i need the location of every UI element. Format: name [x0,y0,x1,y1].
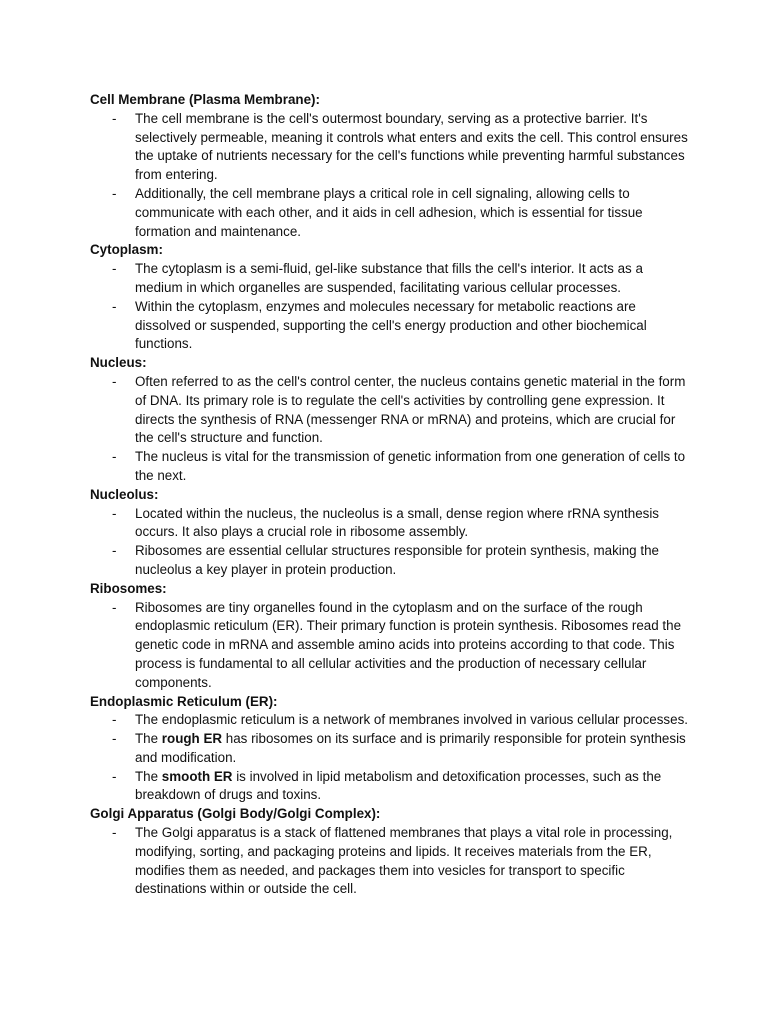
bullet-list [90,599,690,693]
bullet-text: The [135,731,162,747]
section-heading-cell-membrane-plasma-membrane: Cell Membrane (Plasma Membrane): [90,92,320,107]
list-item [90,448,690,486]
bullet-text: The [135,768,162,784]
bullet-text: Ribosomes are essential cellular structures responsible for protein synthesis, making the nucleolus a key player in protein production. [135,543,659,577]
section-heading-endoplasmic-reticulum-er: Endoplasmic Reticulum (ER): [90,693,278,709]
section-heading-ribosomes: Ribosomes: [90,580,167,596]
bullet-text: has ribosomes on its surface and is primarily responsible for protein synthesis and modification. [135,731,686,765]
bullet-dash: - [112,261,117,277]
list-item [90,599,690,693]
bullet-list [90,110,690,242]
bullet-dash: - [112,373,117,389]
bullet-dash: - [112,505,117,521]
bullet-text: Ribosomes are tiny organelles found in the cytoplasm and on the surface of the rough endoplasmic reticulum (ER). Their primary function is protein synthesis. Ribosomes read the genetic code in mRNA and assemble amino acids into proteins according to that code. This process is fundamental to all cellular activities and the production of necessary cellular components. [135,599,682,690]
list-item [90,711,690,730]
list-item [90,542,690,580]
bold-term: smooth ER [161,768,233,784]
bullet-dash: - [112,449,117,465]
bullet-text: Additionally, the cell membrane plays a critical role in cell signaling, allowing cells to communicate with each other, and it aids in cell adhesion, which is essential for tissue formation and maintenance. [135,185,643,239]
bullet-list [90,373,690,486]
bullet-dash: - [112,731,117,747]
bullet-dash: - [112,543,117,559]
bullet-text: is involved in lipid metabolism and detoxification processes, such as the breakdown of drugs and toxins. [135,768,662,803]
bold-term: rough ER [161,731,223,747]
bullet-dash: - [112,599,117,615]
bullet-list [90,711,690,805]
section-heading-golgi-apparatus-golgi-body-golgi-complex: Golgi Apparatus (Golgi Body/Golgi Complex): [90,806,381,822]
bullet-dash: - [112,768,117,784]
document-body [90,91,690,899]
section-heading-cytoplasm: Cytoplasm: [90,242,163,258]
bullet-dash: - [112,825,117,841]
list-item [90,373,690,448]
bullet-list [90,824,690,899]
list-item [90,505,690,543]
bullet-text: Within the cytoplasm, enzymes and molecules necessary for metabolic reactions are dissolved or suspended, supporting the cell's energy production and other biochemical functions. [135,298,647,352]
list-item [90,260,690,298]
bullet-list [90,505,690,580]
bullet-text: The endoplasmic reticulum is a network of membranes involved in various cellular processes. [135,712,688,728]
bullet-list [90,260,690,354]
bullet-text: The nucleus is vital for the transmission of genetic information from one generation of cells to the next. [135,449,686,483]
bullet-text: The cell membrane is the cell's outermost boundary, serving as a protective barrier. It's selectively permeable, meaning it controls what enters and exits the cell. This control ensures the uptake of nutrients necessary for the cell's functions while preventing harmful substances from entering. [135,110,688,183]
list-item [90,110,690,185]
bullet-dash: - [112,185,117,201]
list-item [90,298,690,354]
bullet-text: Located within the nucleus, the nucleolus is a small, dense region where rRNA synthesis occurs. It also plays a crucial role in ribosome assembly. [135,505,660,540]
bullet-dash: - [112,110,117,126]
bullet-text: The cytoplasm is a semi-fluid, gel-like substance that fills the cell's interior. It acts as a medium in which organelles are suspended, facilitating various cellular processes. [135,261,643,295]
bullet-dash: - [112,712,117,728]
bullet-dash: - [112,298,117,314]
bullet-text: The Golgi apparatus is a stack of flattened membranes that plays a vital role in processing, modifying, sorting, and packaging proteins and lipids. It receives materials from the ER, modifies them as needed, and packages them into vesicles for transport to specific destinations within or outside the cell. [135,825,673,897]
section-heading-nucleus: Nucleus: [90,355,147,371]
list-item [90,768,690,806]
section-heading-nucleolus: Nucleolus: [90,486,159,502]
list-item [90,824,690,899]
list-item [90,730,690,768]
bullet-text: Often referred to as the cell's control center, the nucleus contains genetic material in the form of DNA. Its primary role is to regulate the cell's activities by controlling gene expression. It directs the synthesis of RNA (messenger RNA or mRNA) and proteins, which are crucial for the cell's structure and function. [135,373,686,446]
list-item [90,185,690,241]
